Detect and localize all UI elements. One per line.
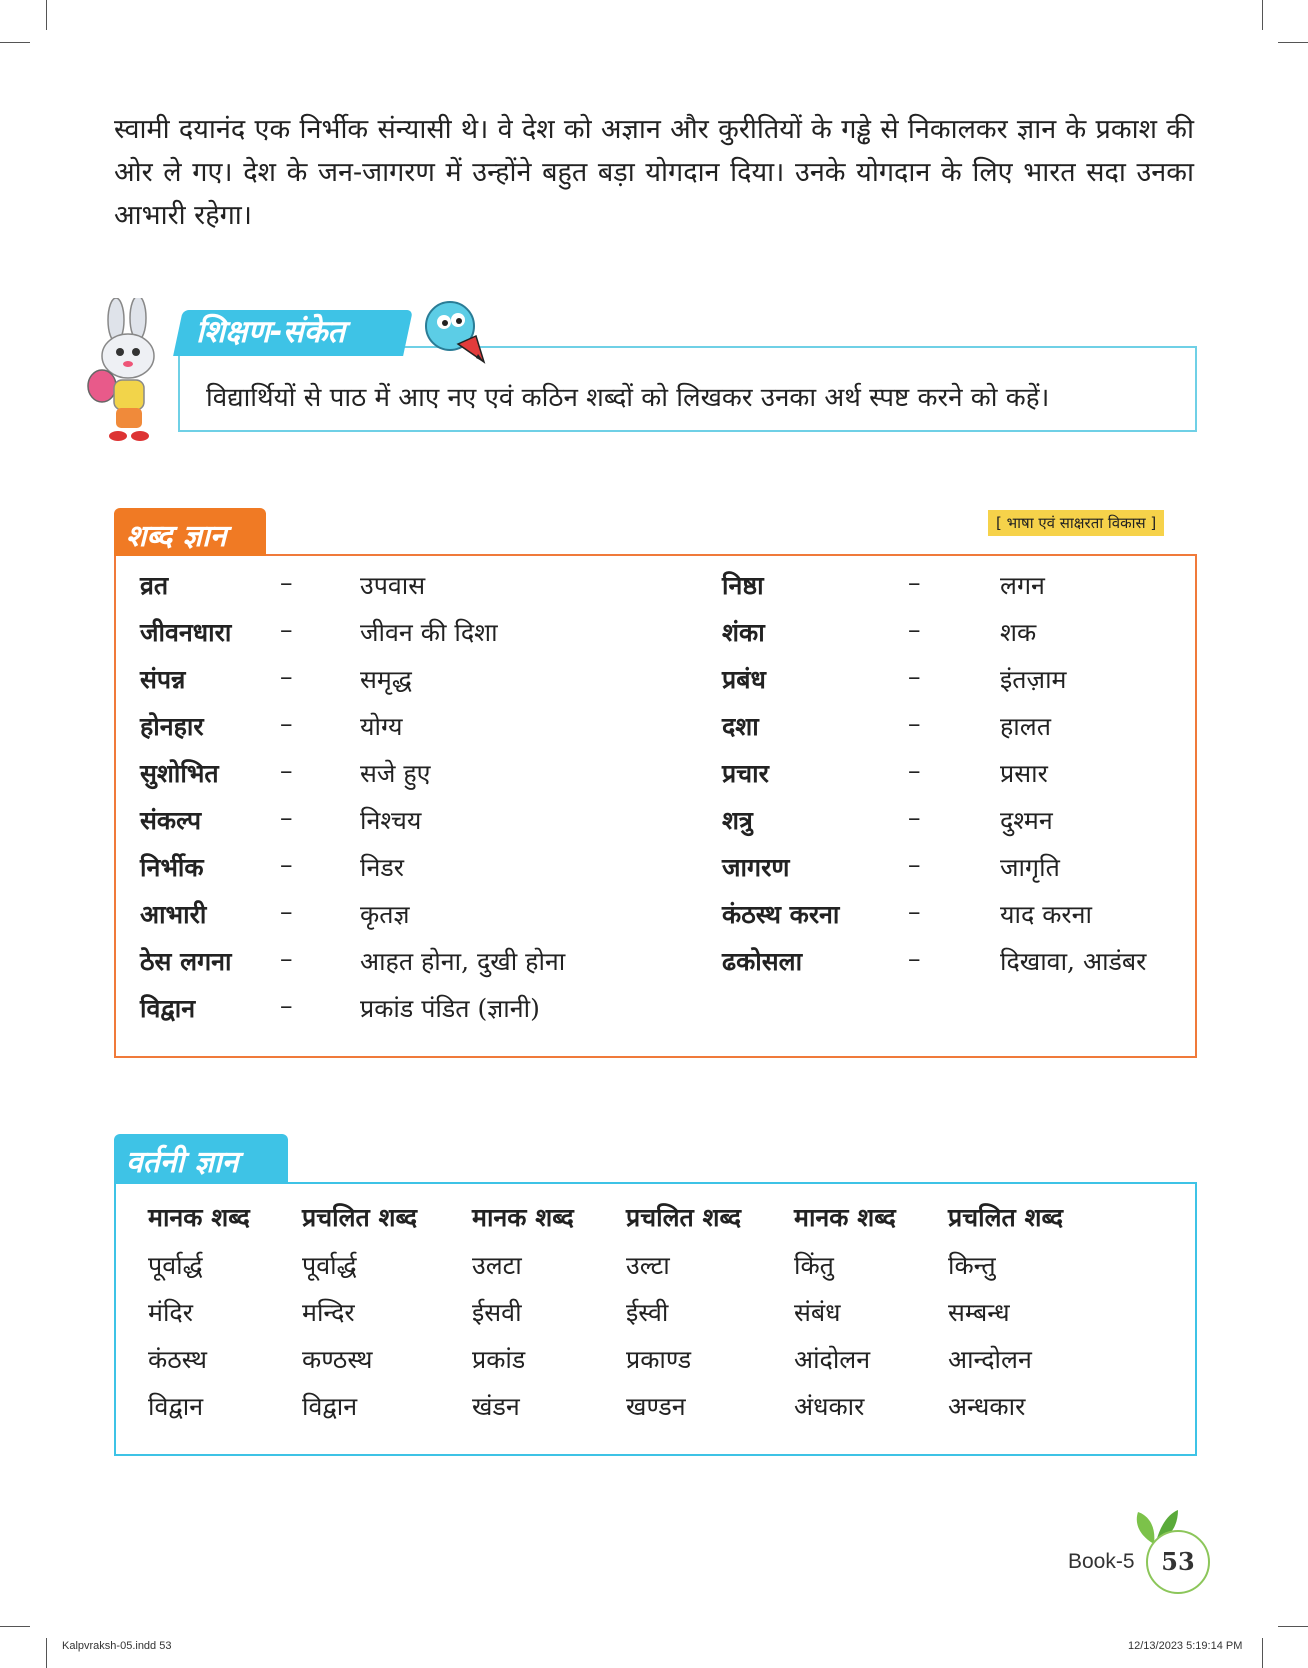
meaning: दुश्मन [1000,806,1053,835]
table-cell: संबंध [794,1298,841,1327]
table-cell: मन्दिर [302,1298,355,1327]
word: ठेस लगना [140,947,232,976]
table-cell: अन्धकार [948,1392,1026,1421]
book-label: Book-5 [1068,1550,1135,1573]
dash: – [280,991,293,1020]
shabd-gyan-title: शब्द ज्ञान [126,519,227,554]
table-cell: किन्तु [948,1251,996,1280]
shikshan-text: विद्यार्थियों से पाठ में आए नए एवं कठिन शब्दों को लिखकर उनका अर्थ स्पष्ट करने को कहें। [206,383,1050,413]
crop-mark [1262,1638,1263,1668]
file-slug: Kalpvraksh-05.indd 53 [62,1640,172,1652]
table-cell: आंदोलन [794,1345,871,1374]
dash: – [280,615,293,644]
meaning: प्रसार [1000,759,1048,788]
table-cell: ईसवी [472,1298,522,1327]
word: ढकोसला [722,947,803,976]
word: जागरण [722,853,790,882]
crop-mark [0,1626,30,1627]
table-cell: उलटा [472,1251,522,1280]
table-cell: उल्टा [626,1251,670,1280]
dash: – [908,850,921,879]
vartani-gyan-title: वर्तनी ज्ञान [126,1145,239,1180]
word: व्रत [140,571,169,600]
dash: – [908,615,921,644]
meaning: जागृति [1000,853,1060,882]
dash: – [908,897,921,926]
dash: – [280,756,293,785]
crop-mark [1278,42,1308,43]
table-cell: पूर्वार्द्ध [148,1251,203,1280]
intro-paragraph: स्वामी दयानंद एक निर्भीक संन्यासी थे। वे देश को अज्ञान और कुरीतियों के गड्ढे से निकालकर ज्ञान के प्रकाश की ओर ले गए। देश के जन-जागरण में उन्होंने बहुत बड़ा योगदान दिया। उनके योगदान के लिए भारत सदा उनका आभारी रहेगा। [114,114,1194,231]
meaning: समृद्ध [360,665,412,694]
meaning: प्रकांड पंडित (ज्ञानी) [360,994,540,1023]
dash: – [908,756,921,785]
word: जीवनधारा [140,618,232,647]
word: सुशोभित [140,759,219,788]
column-header: मानक शब्द [472,1203,574,1232]
word: आभारी [140,900,207,929]
dash: – [908,662,921,691]
table-cell: कण्ठस्थ [302,1345,373,1374]
word: कंठस्थ करना [722,900,840,929]
crop-mark [0,42,30,43]
word: शंका [722,618,765,647]
dash: – [280,850,293,879]
bunny-icon [78,298,174,448]
meaning: आहत होना, दुखी होना [360,947,566,976]
word: दशा [722,712,759,741]
meaning: याद करना [1000,900,1092,929]
crop-mark [1278,1626,1308,1627]
column-header: प्रचलित शब्द [948,1203,1064,1232]
dash: – [908,709,921,738]
page-number: 53 [1146,1530,1210,1594]
word: प्रचार [722,759,769,788]
table-cell: सम्बन्ध [948,1298,1010,1327]
table-cell: खंडन [472,1392,520,1421]
dash: – [908,803,921,832]
shikshan-title: शिक्षण-संकेत [196,314,346,350]
meaning: उपवास [360,571,426,600]
dash: – [280,803,293,832]
skill-badge: [ भाषा एवं साक्षरता विकास ] [988,510,1164,536]
meaning: योग्य [360,712,403,741]
dash: – [280,568,293,597]
dash: – [280,897,293,926]
table-cell: कंठस्थ [148,1345,207,1374]
word: होनहार [140,712,204,741]
word: निर्भीक [140,853,204,882]
table-cell: ईस्वी [626,1298,669,1327]
dash: – [908,568,921,597]
table-cell: मंदिर [148,1298,193,1327]
table-cell: प्रकाण्ड [626,1345,692,1374]
meaning: कृतज्ञ [360,900,410,929]
table-cell: पूर्वार्द्ध [302,1251,357,1280]
word: निष्ठा [722,571,764,600]
meaning: हालत [1000,712,1051,741]
table-cell: किंतु [794,1251,834,1280]
column-header: प्रचलित शब्द [302,1203,418,1232]
table-cell: विद्वान [302,1392,358,1421]
dash: – [280,709,293,738]
crop-mark [46,0,47,30]
table-cell: खण्डन [626,1392,686,1421]
table-cell: प्रकांड [472,1345,526,1374]
word: शत्रु [722,806,753,835]
dash: – [280,944,293,973]
meaning: जीवन की दिशा [360,618,498,647]
column-header: प्रचलित शब्द [626,1203,742,1232]
word: विद्वान [140,994,196,1023]
dash: – [908,944,921,973]
word: प्रबंध [722,665,766,694]
word: संकल्प [140,806,202,835]
meaning: निश्चय [360,806,422,835]
column-header: मानक शब्द [794,1203,896,1232]
table-cell: आन्दोलन [948,1345,1032,1374]
dash: – [280,662,293,691]
column-header: मानक शब्द [148,1203,250,1232]
crop-mark [46,1638,47,1668]
table-cell: विद्वान [148,1392,204,1421]
table-cell: अंधकार [794,1392,865,1421]
meaning: शक [1000,618,1037,647]
meaning: इंतज़ाम [1000,665,1067,694]
meaning: निडर [360,853,404,882]
meaning: सजे हुए [360,759,431,788]
word: संपन्न [140,665,186,694]
meaning: दिखावा, आडंबर [1000,947,1147,976]
crop-mark [1262,0,1263,30]
meaning: लगन [1000,571,1045,600]
timestamp-slug: 12/13/2023 5:19:14 PM [1128,1640,1243,1652]
pencil-mascot-icon [418,296,494,372]
